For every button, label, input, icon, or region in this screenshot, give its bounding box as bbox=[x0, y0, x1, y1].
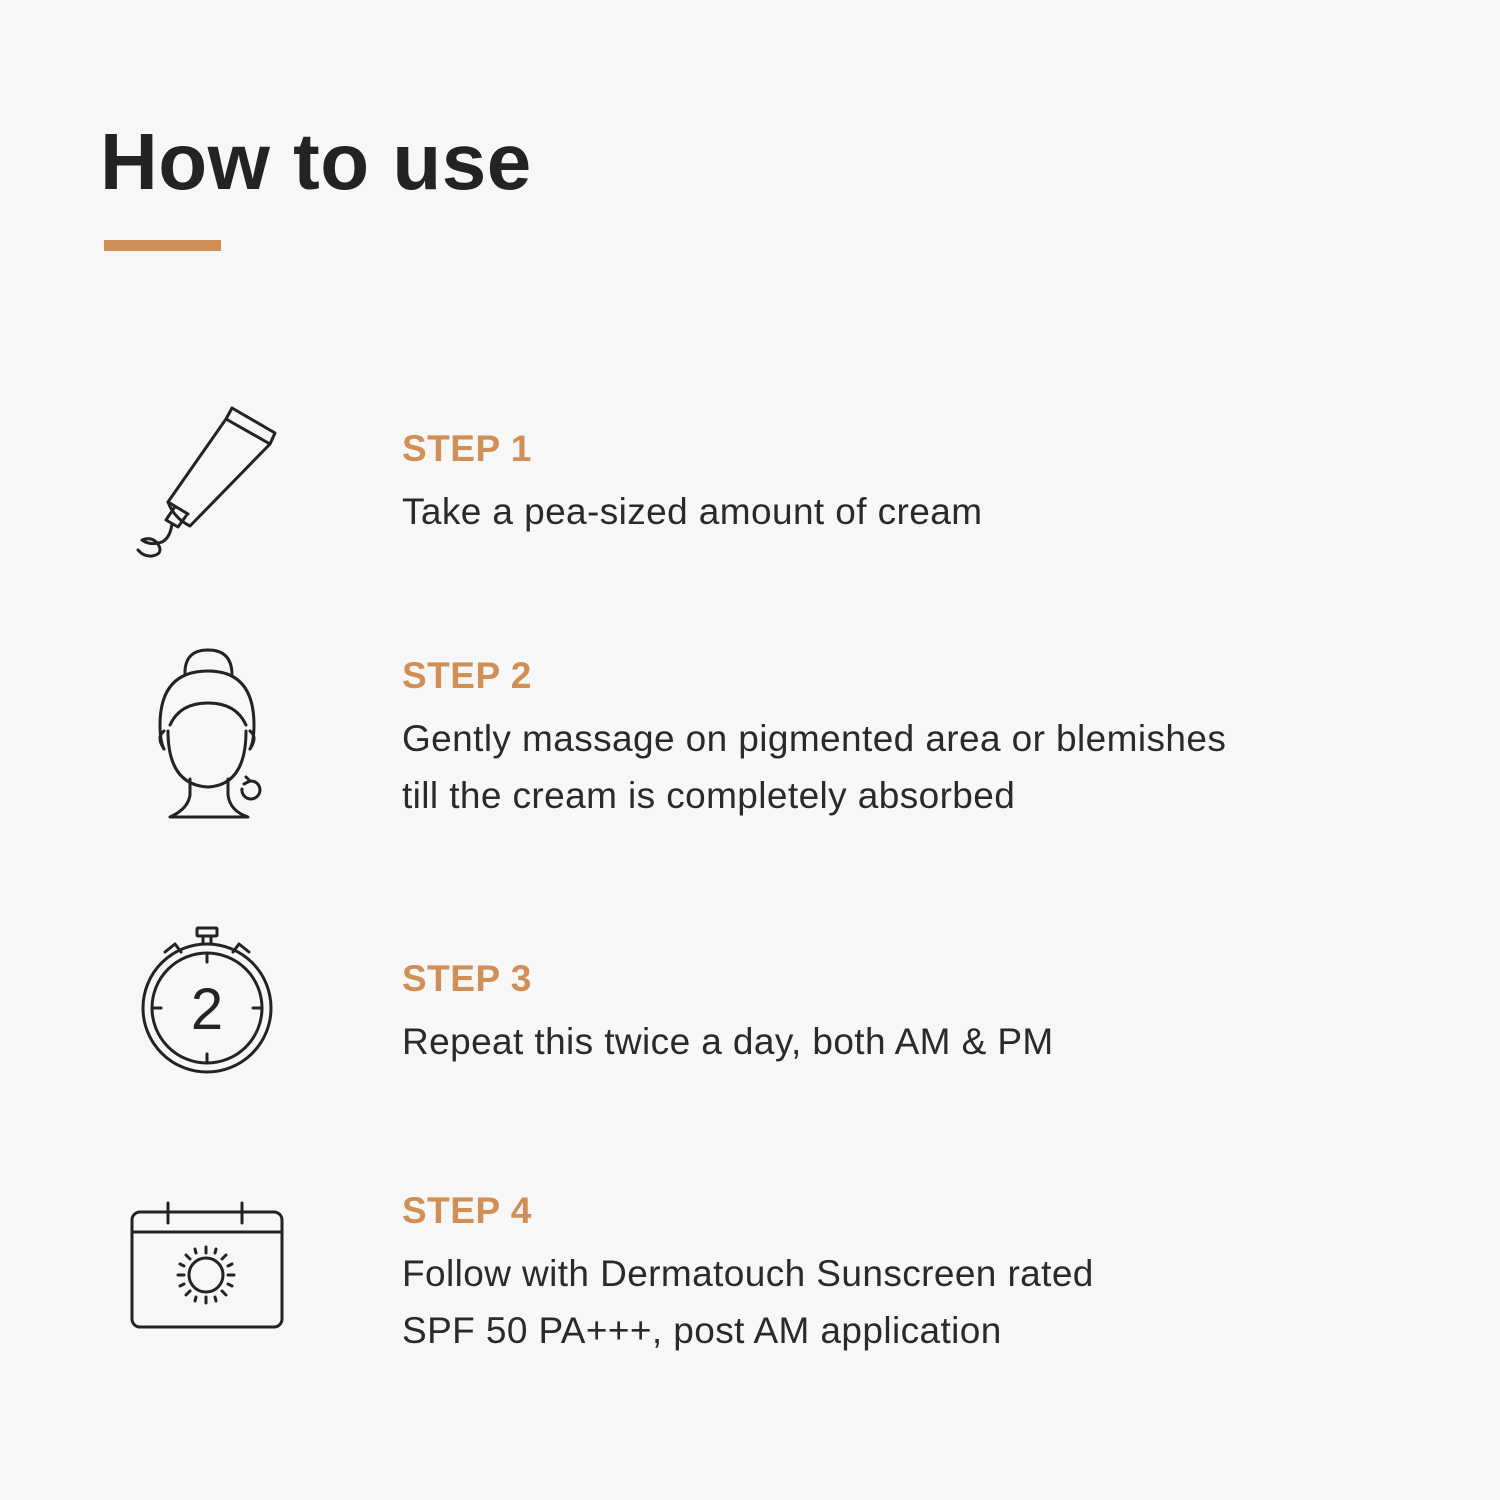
cream-tube-icon bbox=[130, 400, 290, 565]
step-label: STEP 1 bbox=[402, 428, 532, 469]
step-description-line: till the cream is completely absorbed bbox=[402, 775, 1016, 816]
step-description-line: Gently massage on pigmented area or blemishes bbox=[402, 718, 1227, 759]
step-description bbox=[402, 710, 1226, 824]
calendar-sun-icon bbox=[128, 1195, 288, 1335]
step-2-text bbox=[402, 657, 1226, 824]
step-description-line: Take a pea-sized amount of cream bbox=[402, 491, 983, 532]
step-4-text bbox=[402, 1192, 1094, 1359]
step-description-line: Repeat this twice a day, both AM & PM bbox=[402, 1021, 1054, 1062]
step-description bbox=[402, 1245, 1094, 1359]
stopwatch-number: 2 bbox=[190, 977, 224, 1042]
step-description bbox=[402, 483, 982, 540]
step-description bbox=[402, 1013, 1054, 1070]
step-description-line: SPF 50 PA+++, post AM application bbox=[402, 1310, 1002, 1351]
step-description-line: Follow with Dermatouch Sunscreen rated bbox=[402, 1253, 1094, 1294]
title-underline bbox=[104, 240, 221, 251]
step-1-text bbox=[402, 430, 982, 540]
page-title: How to use bbox=[100, 117, 532, 206]
step-3-text bbox=[402, 960, 1054, 1070]
step-label: STEP 4 bbox=[402, 1190, 532, 1231]
face-massage-icon bbox=[150, 645, 280, 825]
step-label: STEP 3 bbox=[402, 958, 532, 999]
step-label: STEP 2 bbox=[402, 655, 532, 696]
